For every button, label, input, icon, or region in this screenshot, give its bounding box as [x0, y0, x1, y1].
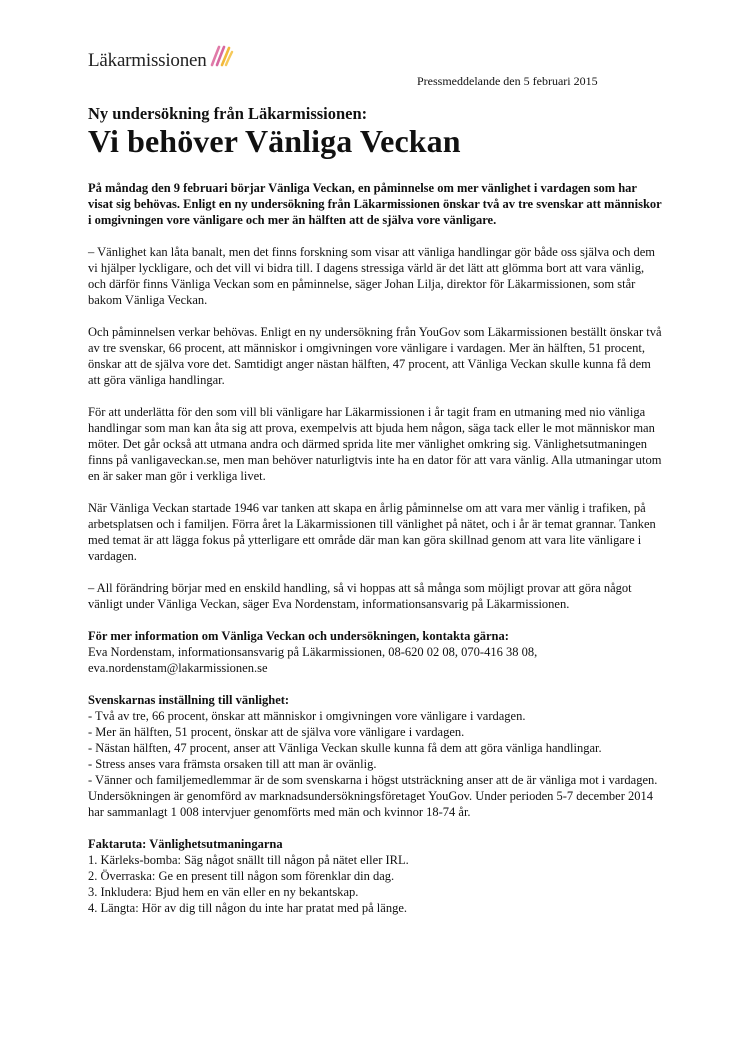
press-release-date: Pressmeddelande den 5 februari 2015	[417, 74, 598, 88]
contact-section	[88, 628, 663, 676]
list-item: 3. Inkludera: Bjud hem en vän eller en ny bekantskap.	[88, 885, 359, 899]
survey-list	[88, 708, 663, 788]
article-kicker: Ny undersökning från Läkarmissionen:	[88, 104, 368, 123]
body-paragraph: – All förändring börjar med en enskild handling, så vi hoppas att så många som möjligt provar att göra något vänligt under Vänliga Veckan, säger Eva Nordenstam, informationsansvarig på Läkarmissionen.	[88, 581, 632, 611]
body-paragraph: För att underlätta för den som vill bli vänligare har Läkarmissionen i år tagit fram en utmaning med nio vänliga handlingar som man kan åta sig att prova, exempelvis att bjuda hem någon, säga tack eller le mot människor man möter. Det går också att utmana andra och därmed sprida lite mer vänlighet omkring sig. Vänlighetsutmaningen finns på vanligaveckan.se, men man behöver naturligtvis inte ha en dator för att vara vänlig. Alla utmaningar utom en är saker man gör i verkliga livet.	[88, 405, 662, 483]
body-paragraph: Och påminnelsen verkar behövas. Enligt en ny undersökning från YouGov som Läkarmissionen beställt önskar två av tre svenskar, 66 procent, att människor i omgivningen vore vänligare i vardagen. Mer än hälften, 51 procent, önskar att de själva vore det. Samtidigt anger nästan hälften, 47 procent, att Vänliga Veckan skulle kunna få dem att göra vänliga handlingar.	[88, 325, 662, 387]
hands-logo-icon	[208, 44, 234, 68]
survey-note: Undersökningen är genomförd av marknadsundersökningsföretaget YouGov. Under perioden 5-7 december 2014 har sammanlagt 1 008 intervjuer genomförts med män och kvinnor 18-74 år.	[88, 789, 654, 819]
article-body	[88, 180, 663, 932]
list-item: - Stress anses vara främsta orsaken till att man är ovänlig.	[88, 757, 377, 771]
list-item: - Två av tre, 66 procent, önskar att människor i omgivningen vore vänligare i vardagen.	[88, 709, 526, 723]
factbox-heading: Faktaruta: Vänlighetsutmaningarna	[88, 837, 283, 851]
contact-email: eva.nordenstam@lakarmissionen.se	[88, 661, 268, 675]
list-item: - Nästan hälften, 47 procent, anser att Vänliga Veckan skulle kunna få dem att göra vänliga handlingar.	[88, 741, 602, 755]
survey-heading: Svenskarnas inställning till vänlighet:	[88, 693, 290, 707]
factbox-list	[88, 852, 663, 916]
contact-line: Eva Nordenstam, informationsansvarig på Läkarmissionen, 08-620 02 08, 070-416 38 08,	[88, 645, 538, 659]
list-item: 2. Överraska: Ge en present till någon som förenklar din dag.	[88, 869, 395, 883]
contact-heading: För mer information om Vänliga Veckan och undersökningen, kontakta gärna:	[88, 629, 509, 643]
list-item: 1. Kärleks-bomba: Säg något snällt till någon på nätet eller IRL.	[88, 853, 409, 867]
lead-paragraph: På måndag den 9 februari börjar Vänliga Veckan, en påminnelse om mer vänlighet i vardagen som har visat sig behövas. Enligt en ny undersökning från Läkarmissionen önskar två av tre svenskar att människor i omgivningen vore vänligare och mer än hälften att de själva vore vänligare.	[88, 181, 662, 227]
body-paragraph: När Vänliga Veckan startade 1946 var tanken att skapa en årlig påminnelse om att vara mer vänlig i trafiken, på arbetsplatsen och i familjen. Förra året la Läkarmissionen till vänlighet på nätet, och i år är temat grannar. Tanken med temat är att lägga fokus på ytterligare ett område där man kan göra skillnad genom att vara lite vänligare i vardagen.	[88, 501, 656, 563]
list-item: - Mer än hälften, 51 procent, önskar att de själva vore vänligare i vardagen.	[88, 725, 465, 739]
body-paragraph: – Vänlighet kan låta banalt, men det finns forskning som visar att vänliga handlingar gör både oss själva och dem vi hjälper lyckligare, och det vill vi bidra till. I dagens stressiga värld är det lätt att glömma bort att vara vänlig, och därför finns Vänliga Veckan som en påminnelse, säger Johan Lilja, direktor för Läkarmissionen, som står bakom Vänliga Veckan.	[88, 245, 655, 307]
article-headline: Vi behöver Vänliga Veckan	[88, 123, 461, 159]
brand-logo	[88, 44, 234, 70]
logo-text: Läkarmissionen	[88, 50, 207, 71]
list-item: 4. Längta: Hör av dig till någon du inte har pratat med på länge.	[88, 901, 408, 915]
list-item: - Vänner och familjemedlemmar är de som svenskarna i högst utsträckning anser att de är vänliga mot i vardagen.	[88, 773, 658, 787]
survey-section	[88, 692, 663, 820]
factbox-section	[88, 836, 663, 916]
